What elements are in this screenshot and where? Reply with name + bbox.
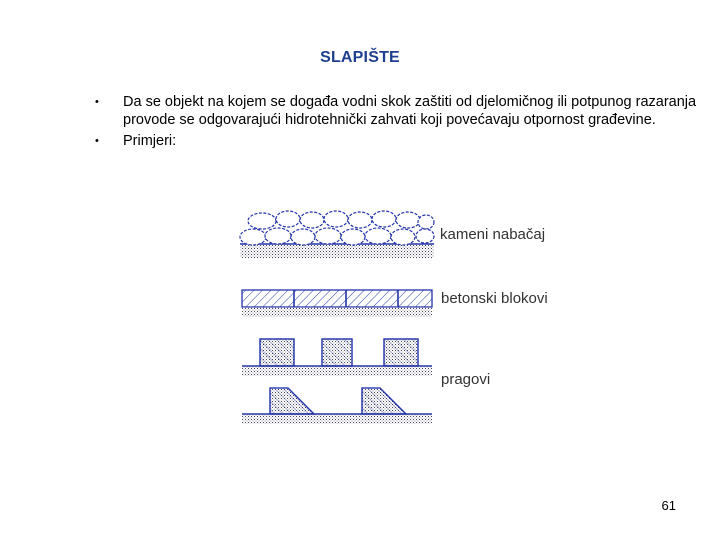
bullet-icon: • — [95, 135, 99, 147]
label-riprap: kameni nabačaj — [440, 226, 546, 243]
page-number: 61 — [661, 498, 676, 513]
bullet-item — [94, 94, 709, 129]
sills-diagram-trapezoidal — [242, 388, 432, 424]
bullet-list — [94, 94, 709, 155]
trapezoid-sills — [270, 388, 406, 414]
concrete-blocks-diagram — [242, 290, 432, 317]
slide-title: SLAPIŠTE — [320, 49, 400, 66]
bullet-icon: • — [95, 96, 99, 108]
bullet-text: Primjeri: — [123, 133, 177, 149]
sill-blocks — [260, 339, 418, 366]
bullet-item — [94, 133, 709, 151]
riprap-diagram — [240, 211, 434, 258]
trapezoid-ground — [242, 414, 432, 424]
riprap-stones — [240, 211, 434, 245]
concrete-blocks-layer — [242, 290, 432, 307]
sills-diagram-rectangular — [242, 339, 432, 376]
concrete-blocks-ground — [242, 307, 432, 317]
label-concrete-blocks: betonski blokovi — [441, 290, 548, 307]
label-sills: pragovi — [441, 371, 491, 388]
protection-examples-figure — [236, 206, 576, 428]
bullet-text: Da se objekt na kojem se događa vodni skok zaštiti od djelomičnog ili potpunog razaranja provode se odgovarajući hidrotehnički zahvati koji povećavaju otpornost građevine. — [123, 94, 697, 128]
riprap-ground — [240, 244, 434, 258]
sills-ground — [242, 366, 432, 376]
